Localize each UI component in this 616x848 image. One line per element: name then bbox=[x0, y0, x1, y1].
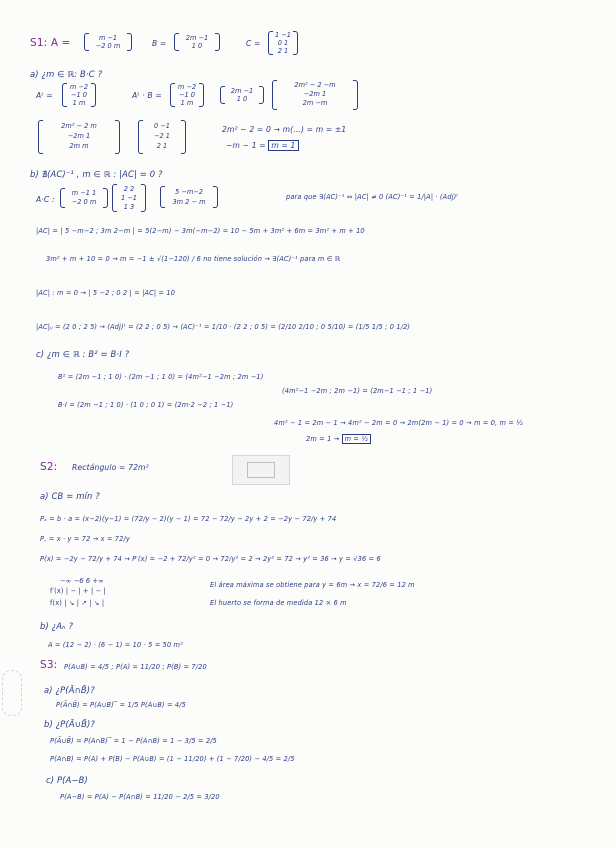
result-m-half-box: m = ½ bbox=[342, 434, 371, 444]
matrix-row: 1 m bbox=[180, 99, 194, 107]
matrix-A bbox=[84, 33, 132, 51]
line-s3-a1: P(Ā∩B̄) = P(A∪B)‾ = 1/5 P(A∪B) = 4/5 bbox=[56, 701, 186, 709]
matrix-row: −2 0 m bbox=[71, 198, 97, 206]
matrix-row: m −2 bbox=[69, 83, 89, 91]
root-m-half: m = ½ bbox=[499, 419, 523, 427]
rectangle-sketch-image bbox=[232, 455, 290, 485]
matrix-AC-right bbox=[112, 184, 146, 212]
question-b: b) ∄(AC)⁻¹ , m ∈ ℝ : |AC| = 0 ? bbox=[30, 169, 163, 179]
line-AtB: Aᵗ · B = bbox=[132, 91, 162, 100]
line-c-result-1: 4m² − 1 = 2m − 1 → 4m² − 2m = 0 → 2m(2m − 1) = 0 → m = 0, m = ½ bbox=[274, 419, 523, 427]
matrix-row: 1 0 bbox=[191, 42, 203, 50]
matrix-row: −2m 1 bbox=[303, 90, 327, 98]
matrix-At bbox=[62, 83, 96, 107]
matrix-row: 2m² − 2 m bbox=[61, 122, 97, 130]
matrix-system-right bbox=[138, 120, 186, 154]
section-s3-title: S3: bbox=[40, 659, 58, 671]
matrix-row: 2 2 bbox=[123, 185, 135, 193]
question-c: c) ¿m ∈ ℝ : B² = B·I ? bbox=[36, 349, 130, 359]
line-s2-conclusion-1: El área máxima se obtiene para y = 6m → x = 72/6 = 12 m bbox=[210, 581, 415, 589]
matrix-C bbox=[268, 31, 298, 55]
question-a: a) ¿m ∈ ℝ: B·C ? bbox=[30, 69, 103, 79]
matrix-row: 0 1 bbox=[277, 39, 289, 47]
matrix-row: −2 0 m bbox=[95, 42, 121, 50]
matrix-row: 1 −1 bbox=[274, 31, 291, 39]
line-monotony-table-bottom: f(x) | ↘ | ↗ | ↘ | bbox=[50, 599, 105, 607]
result-m-1-box: m = 1 bbox=[268, 140, 298, 151]
line-C-label: C = bbox=[246, 39, 261, 48]
line-c-result-2-text: 2m = 1 → bbox=[306, 435, 342, 443]
line-AC: A·C : bbox=[36, 195, 55, 204]
matrix-row: 1 m bbox=[72, 99, 86, 107]
line-system-2 bbox=[226, 142, 299, 150]
line-s2-a1: Pₐ = b · a = (x−2)(y−1) = (72/y − 2)(y − 1) = 72 − 72/y − 2y + 2 = −2y − 72/y + 74 bbox=[40, 515, 337, 523]
line-c-equation: (4m²−1 −2m ; 2m −1) = (2m−1 −1 ; 1 −1) bbox=[282, 387, 433, 395]
line-c-result-2 bbox=[306, 436, 371, 443]
line-B-times-I: B·I = (2m −1 ; 1 0) · (1 0 ; 0 1) = (2m·2 −2 ; 1 −1) bbox=[58, 401, 234, 409]
matrix-row: −2 1 bbox=[153, 132, 170, 140]
matrix-row: 1 0 bbox=[236, 95, 248, 103]
question-s3-c: c) P(A−B) bbox=[46, 775, 88, 785]
line-s2-a2: P꜀ = x · y = 72 → x = 72/y bbox=[40, 535, 130, 543]
matrix-row: m −2 bbox=[177, 83, 197, 91]
matrix-row: −2m 1 bbox=[67, 132, 91, 140]
root-m-0: m = 0 bbox=[473, 419, 496, 427]
rectangle-inner-sketch bbox=[247, 462, 275, 478]
matrix-row: 5 −m−2 bbox=[175, 188, 203, 196]
matrix-row: −1 0 bbox=[178, 91, 195, 99]
matrix-row: 2m −1 bbox=[185, 34, 209, 42]
matrix-row: 2m² − 2 −m bbox=[294, 81, 336, 89]
line-det-AC-zero: |AC| : m = 0 → | 5 −2 ; 0 2 | = |AC| = 10 bbox=[36, 289, 176, 297]
matrix-row: 1 −1 bbox=[120, 194, 137, 202]
matrix-AC-result bbox=[160, 186, 218, 208]
matrix-row: 2 1 bbox=[156, 142, 168, 150]
line-rectangle: Rectángulo = 72m² bbox=[72, 463, 149, 472]
matrix-AtB-result bbox=[272, 80, 358, 110]
matrix-row: 2 1 bbox=[277, 47, 289, 55]
line-s2-conclusion-2: El huerto se forma de medida 12 × 6 m bbox=[210, 599, 347, 607]
section-s1-title: S1: A = bbox=[30, 37, 71, 49]
line-s3-b1: P(Ā∪B̄) = P(A∩B)‾ = 1 − P(A∩B) = 1 − 3/5 = 2/5 bbox=[50, 737, 217, 745]
matrix-row: −1 0 bbox=[70, 91, 87, 99]
matrix-B bbox=[174, 33, 220, 51]
matrix-row: 1 3 bbox=[123, 203, 135, 211]
question-s3-a: a) ¿P(Ā∩B̄)? bbox=[44, 685, 95, 695]
question-s3-b: b) ¿P(Ā∪B̄)? bbox=[44, 719, 95, 729]
line-B-squared: B² = (2m −1 ; 1 0) · (2m −1 ; 1 0) = (4m²−1 −2m ; 2m −1) bbox=[58, 373, 264, 381]
line-AC-condition: para que ∃(AC)⁻¹ ⇔ |AC| ≠ 0 (AC)⁻¹ = 1/|A| · (Adj)ᵗ bbox=[286, 193, 459, 201]
matrix-At-copy bbox=[170, 83, 204, 107]
matrix-row: 0 −1 bbox=[153, 122, 170, 130]
line-quadratic: 3m² + m + 10 = 0 → m = −1 ± √(1−120) / 6 no tiene solución → ∃(AC)⁻¹ para m ∈ ℝ bbox=[46, 255, 341, 263]
matrix-row: m −1 1 bbox=[71, 189, 97, 197]
faint-stamp-mark bbox=[2, 670, 22, 716]
line-B-label: B = bbox=[152, 39, 167, 48]
line-system-2-text: −m − 1 = bbox=[226, 141, 269, 150]
matrix-row: 3m 2 − m bbox=[172, 198, 206, 206]
matrix-row: 2m −m bbox=[302, 99, 328, 107]
matrix-row: 2m −1 bbox=[230, 87, 254, 95]
matrix-row: 2m m bbox=[69, 142, 89, 150]
line-c-result-1-text: 4m² − 1 = 2m − 1 → 4m² − 2m = 0 → 2m(2m − 1) = 0 → bbox=[274, 419, 472, 427]
matrix-B-copy bbox=[220, 86, 264, 104]
question-s2-b: b) ¿Aₕ ? bbox=[40, 621, 74, 631]
line-At: Aᵗ = bbox=[36, 91, 53, 100]
section-s2-title: S2: bbox=[40, 461, 58, 473]
line-adjoint-inverse: |AC|ᵢⱼ = (2 0 ; 2 5) → (Adj)ᵗ = (2 2 ; 0 5) → (AC)⁻¹ = 1/10 · (2 2 ; 0 5) = (2/10 2/10 ; 0 5/10) = (1/5 1/5 ; 0 1/2) bbox=[36, 323, 411, 331]
matrix-system-left bbox=[38, 120, 120, 154]
line-det-AC: |AC| = | 5 −m−2 ; 3m 2−m | = 5(2−m) − 3m(−m−2) = 10 − 5m + 3m² + 6m = 3m² + m + 10 bbox=[36, 227, 365, 235]
line-s2-b1: A = (12 − 2) · (6 − 1) = 10 · 5 = 50 m² bbox=[48, 641, 183, 649]
line-monotony-table-top: f′(x) | − | + | − | bbox=[50, 587, 106, 595]
line-s3-b2: P(A∩B) = P(A) + P(B) − P(A∪B) = (1 − 11/20) + (1 − 7/20) − 4/5 = 2/5 bbox=[50, 755, 295, 763]
line-s2-a3: P(x) = −2y − 72/y + 74 → P′(x) = −2 + 72/y² = 0 → 72/y² = 2 → 2y² = 72 → y² = 36 → y = √36 = 6 bbox=[40, 555, 381, 563]
question-s2-a: a) CB = mín ? bbox=[40, 491, 100, 501]
matrix-AC-left bbox=[60, 188, 108, 208]
line-s3-c1: P(A−B) = P(A) − P(A∩B) = 11/20 − 2/5 = 3/20 bbox=[60, 793, 220, 801]
line-monotony-table-header: −∞ −6 6 +∞ bbox=[60, 577, 104, 585]
matrix-row: m −1 bbox=[98, 34, 118, 42]
line-system-1: 2m² − 2 = 0 → m(...) = m = ±1 bbox=[222, 125, 347, 134]
line-s3-given: P(A∪B) = 4/5 ; P(A) = 11/20 ; P(B) = 7/20 bbox=[64, 663, 207, 671]
